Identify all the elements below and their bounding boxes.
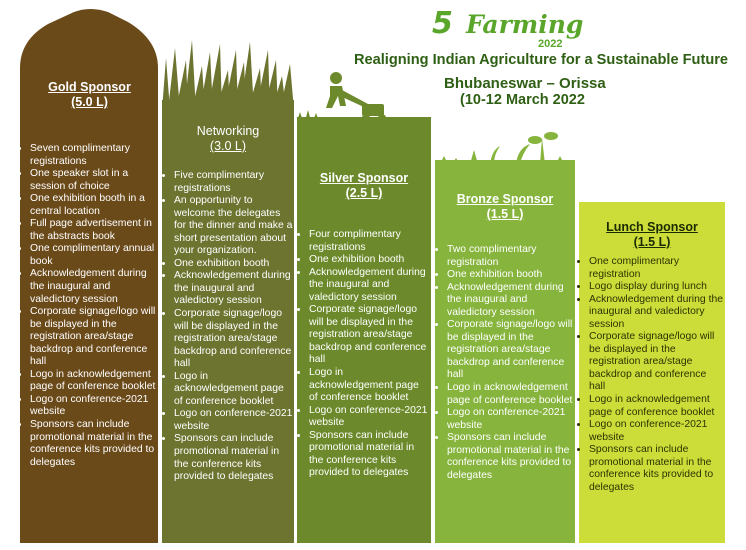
lunch-sponsor-name: Lunch Sponsor — [606, 220, 698, 234]
list-item: • Five complimentary registrations — [174, 170, 294, 195]
event-city: Bhubaneswar – Orissa — [444, 75, 606, 92]
bronze-sponsor-heading — [435, 192, 575, 222]
list-item: • Corporate signage/logo will be displayed in the registration area/stage backdrop and conference hall — [447, 319, 573, 382]
list-item: • Logo in acknowledgement page of conference booklet — [589, 394, 723, 419]
list-item: • Acknowledgement during the inaugural and valedictory session — [309, 267, 429, 305]
list-item: • An opportunity to welcome the delegates for the dinner and make a short presentation about your organization. — [174, 195, 294, 258]
silver-sponsor-column — [297, 119, 431, 543]
list-item: • One exhibition booth — [447, 269, 573, 282]
event-dates: (10-12 March 2022 — [460, 92, 585, 108]
list-item: • Acknowledgement during the inaugural and valedictory session — [30, 268, 156, 306]
list-item: • Sponsors can include promotional material in the conference kits provided to delegates — [447, 432, 573, 482]
silver-sponsor-amount: (2.5 L) — [345, 186, 383, 200]
lunch-benefits-list — [579, 256, 723, 494]
list-item: • Seven complimentary registrations — [30, 143, 156, 168]
grass-icon — [162, 40, 294, 112]
list-item: • Corporate signage/logo will be displayed in the registration area/stage backdrop and conference hall — [589, 331, 723, 394]
networking-sponsor-column — [162, 106, 294, 543]
gold-benefits-list — [20, 143, 156, 469]
list-item: • One exhibition booth — [309, 254, 429, 267]
list-item: • Corporate signage/logo will be displayed in the registration area/stage backdrop and conference hall — [174, 308, 294, 371]
list-item: • Logo on conference-2021 website — [174, 408, 294, 433]
list-item: • Corporate signage/logo will be displayed in the registration area/stage backdrop and conference hall — [30, 306, 156, 369]
lunch-sponsor-amount: (1.5 L) — [633, 235, 671, 249]
list-item: • Sponsors can include promotional material in the conference kits provided to delegates — [589, 444, 723, 494]
networking-benefits-list — [164, 170, 294, 484]
list-item: • One complimentary annual book — [30, 243, 156, 268]
farmer-mower-icon — [297, 72, 431, 122]
bronze-sponsor-column — [435, 162, 575, 543]
farming-logo — [432, 6, 582, 52]
lunch-sponsor-column — [579, 202, 725, 543]
list-item: • Logo in acknowledgement page of conference booklet — [447, 382, 573, 407]
list-item: • One exhibition booth — [174, 258, 294, 271]
silver-sponsor-heading — [297, 171, 431, 201]
networking-name: Networking — [196, 124, 260, 138]
silver-benefits-list — [299, 229, 429, 480]
list-item: • Logo on conference-2021 website — [309, 405, 429, 430]
list-item: • Logo on conference-2021 website — [447, 407, 573, 432]
list-item: • Sponsors can include promotional material in the conference kits provided to delegates — [174, 433, 294, 483]
gold-sponsor-amount: (5.0 L) — [71, 95, 108, 109]
list-item: • Sponsors can include promotional material in the conference kits provided to delegates — [30, 419, 156, 469]
sprout-icon — [435, 132, 575, 165]
logo-five: 5 — [432, 6, 453, 41]
list-item: • Acknowledgement during the inaugural and valedictory session — [589, 294, 723, 332]
logo-year: 2022 — [538, 38, 563, 50]
list-item: • Sponsors can include promotional material in the conference kits provided to delegates — [309, 430, 429, 480]
list-item: • Acknowledgement during the inaugural and valedictory session — [447, 282, 573, 320]
list-item: • Corporate signage/logo will be displayed in the registration area/stage backdrop and conference hall — [309, 304, 429, 367]
gold-sponsor-name: Gold Sponsor — [48, 80, 131, 94]
list-item: • One complimentary registration — [589, 256, 723, 281]
list-item: • Two complimentary registration — [447, 244, 573, 269]
list-item: • Logo on conference-2021 website — [30, 394, 156, 419]
lunch-sponsor-heading — [579, 220, 725, 250]
gold-sponsor-heading — [20, 80, 159, 110]
list-item: • Logo on conference-2021 website — [589, 419, 723, 444]
page-title: Realigning Indian Agriculture for a Sustainable Future — [353, 52, 729, 68]
logo-farming: Farming — [466, 10, 584, 39]
bronze-sponsor-amount: (1.5 L) — [486, 207, 524, 221]
list-item: • Logo in acknowledgement page of conference booklet — [174, 371, 294, 409]
list-item: • Logo in acknowledgement page of conference booklet — [309, 367, 429, 405]
networking-heading — [162, 124, 294, 154]
list-item: • Acknowledgement during the inaugural and valedictory session — [174, 270, 294, 308]
list-item: • Logo in acknowledgement page of conference booklet — [30, 369, 156, 394]
silver-sponsor-name: Silver Sponsor — [319, 171, 409, 185]
list-item: • One speaker slot in a session of choice — [30, 168, 156, 193]
list-item: • Four complimentary registrations — [309, 229, 429, 254]
list-item: • Full page advertisement in the abstracts book — [30, 218, 156, 243]
list-item: • Logo display during lunch — [589, 281, 723, 294]
bronze-benefits-list — [437, 244, 573, 482]
list-item: • One exhibition booth in a central location — [30, 193, 156, 218]
gold-sponsor-column — [20, 16, 159, 543]
networking-amount: (3.0 L) — [209, 139, 247, 153]
bronze-sponsor-name: Bronze Sponsor — [456, 192, 554, 206]
